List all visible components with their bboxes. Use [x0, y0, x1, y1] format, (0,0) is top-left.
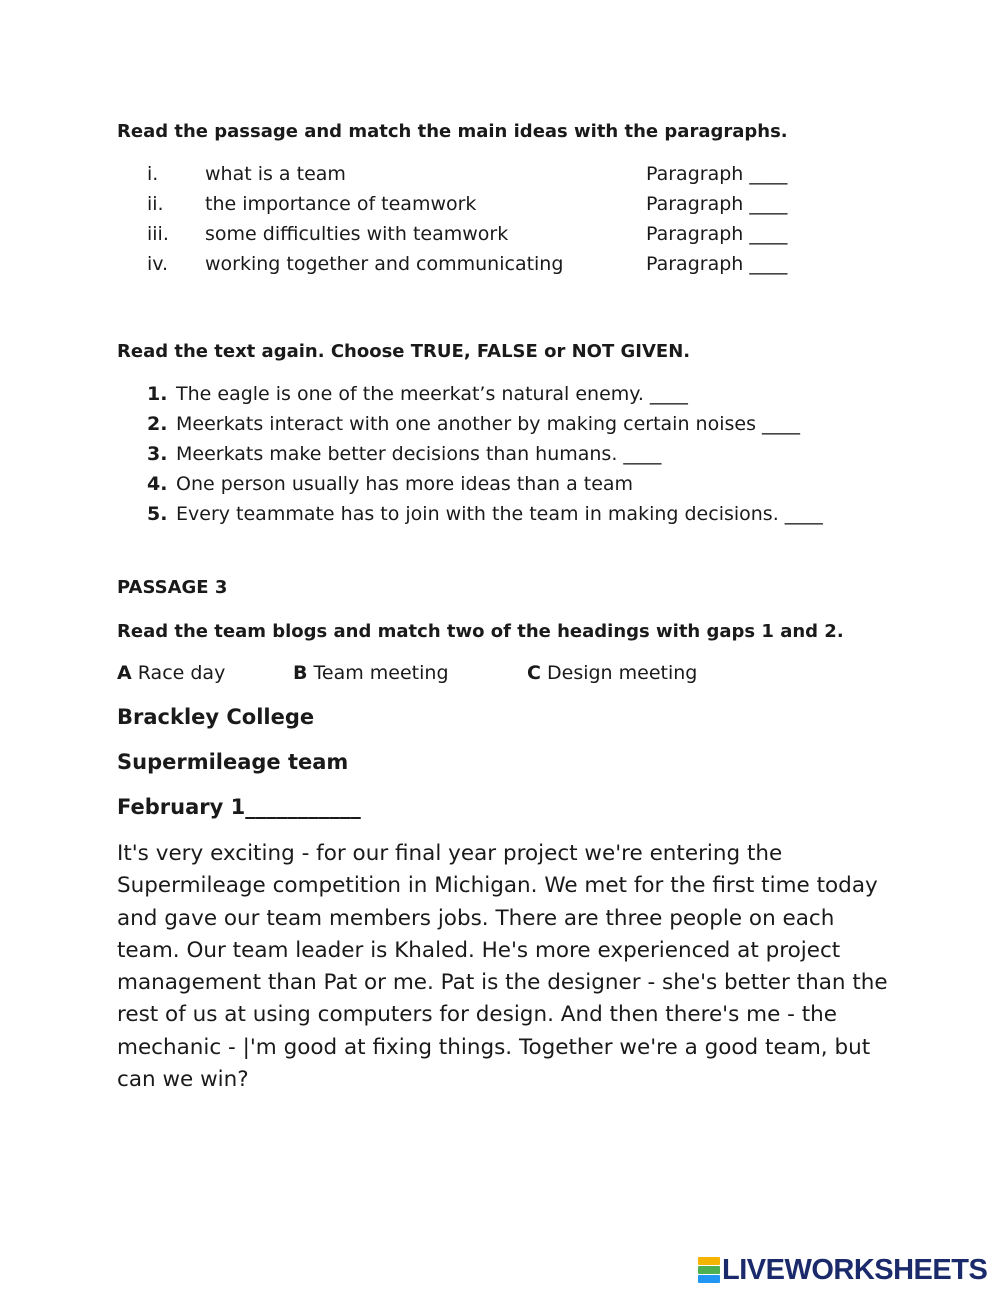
logo-block-blue	[698, 1275, 720, 1283]
brand-name: LIVEWORKSHEETS	[722, 1253, 988, 1286]
heading-letter: A	[117, 662, 132, 684]
heading-text: Race day	[137, 662, 226, 684]
list-item-number: 4.	[147, 473, 168, 495]
list-item-number: iii.	[147, 223, 169, 245]
statement-text[interactable]: Every teammate has to join with the team in making decisions. ____	[176, 503, 823, 525]
heading-option-a	[117, 662, 225, 684]
list-item-text: the importance of teamwork	[205, 193, 477, 215]
list-item-number: 1.	[147, 383, 168, 405]
list-item-number: iv.	[147, 253, 169, 275]
list-item-number: 5.	[147, 503, 168, 525]
section1-instruction: Read the passage and match the main ideas with the paragraphs.	[117, 121, 788, 142]
liveworksheets-logo	[698, 1255, 987, 1285]
logo-block-yellow	[698, 1257, 720, 1265]
heading-text: Design meeting	[547, 662, 698, 684]
blog-body: It's very exciting - for our final year project we're entering the Supermileage competition in Michigan. We met for the first time today and gave our team members jobs. There are three people on each team. Our team leader is Khaled. He's more experienced at project management than Pat or me. Pat is the designer - she's better than the rest of us at using computers for design. And then there's me - the mechanic - |'m good at fixing things. Together we're a good team, but can we win?	[117, 841, 888, 1093]
paragraph-answer-blank[interactable]: Paragraph ____	[646, 253, 788, 275]
statement-text: One person usually has more ideas than a team	[176, 473, 634, 495]
paragraph-answer-blank[interactable]: Paragraph ____	[646, 163, 788, 185]
list-item-text: working together and communicating	[205, 253, 564, 275]
heading-letter: B	[293, 662, 308, 684]
list-item-text: what is a team	[205, 163, 346, 185]
passage3-instruction: Read the team blogs and match two of the headings with gaps 1 and 2.	[117, 621, 844, 642]
team-name: Supermileage team	[117, 750, 349, 774]
list-item-number: 3.	[147, 443, 168, 465]
passage-title: PASSAGE 3	[117, 577, 228, 598]
liveworksheets-logo-icon	[698, 1257, 720, 1283]
list-item-number: 2.	[147, 413, 168, 435]
heading-letter: C	[527, 662, 541, 684]
statement-text[interactable]: The eagle is one of the meerkat’s natural enemy. ____	[176, 383, 688, 405]
statement-text[interactable]: Meerkats make better decisions than humans. ____	[176, 443, 662, 465]
list-item-number: ii.	[147, 193, 164, 215]
paragraph-answer-blank[interactable]: Paragraph ____	[646, 223, 788, 245]
heading-option-c	[527, 662, 697, 684]
section2-instruction: Read the text again. Choose TRUE, FALSE or NOT GIVEN.	[117, 341, 691, 362]
college-name: Brackley College	[117, 705, 315, 729]
heading-option-b	[293, 662, 449, 684]
heading-text: Team meeting	[313, 662, 449, 684]
list-item-text: some difficulties with teamwork	[205, 223, 509, 245]
paragraph-answer-blank[interactable]: Paragraph ____	[646, 193, 788, 215]
list-item-number: i.	[147, 163, 159, 185]
logo-block-green	[698, 1266, 720, 1274]
statement-text[interactable]: Meerkats interact with one another by making certain noises ____	[176, 413, 801, 435]
blog-date-gap[interactable]: February 1___________	[117, 795, 361, 819]
